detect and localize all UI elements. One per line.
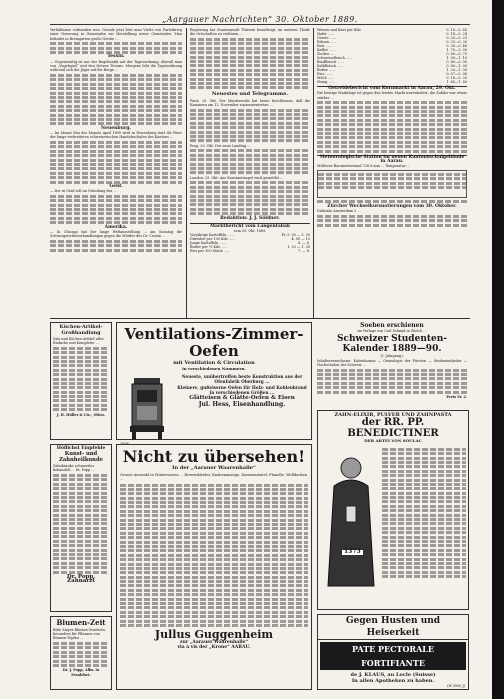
ad-hoeflich-address: Dr. Popp, Zahnarzt [66,573,96,585]
ad-pate-heading: PATE PECTORALE FORTIFIANTE [320,642,466,670]
page-title: „Aargauer Nachrichten“ 30. Oktober 1889. [162,15,358,24]
paragraph-prag: Prag, 29. Okt. Der neue Landtag ... [190,143,251,148]
market-table [190,233,310,253]
left-paragraph-1: Verhältnisse vorhanden sein. Gerade jetzt hört man Vieles von Parteikrieg einer Neuerung in Gemeinden zur Herstellung neuer Gemeinden. Man befindet in Bremgarten große Geräte ... [50,28,182,41]
page-header [50,10,470,25]
ad-kalender-sub: (I. Jahrgang.) [380,354,404,359]
ad-zahn-heading: ZAHN-ELIXIR, PULVER UND ZAHNPASTA [334,412,452,418]
ad-kuechen-address: J. H. Hüller & Cie., Olten. [56,412,106,417]
ad-ventilation-text: Neueste, unübertroffen beste Konstruktion aus der Ofenfabrik Oberburg ... [181,374,303,384]
ad-ventilation-heading: Ventilations-Zimmer-Oefen [124,325,304,360]
price-row-label: Schweinefleisch ...... [317,56,353,60]
left-column [50,28,182,316]
price-row-label: Zucker ...... [317,52,337,56]
ad-studenten-kalender [317,322,467,407]
price-row-value: 0. 25—0. 30 [446,40,467,44]
price-row-value: 1. 70—2. 00 [446,48,467,52]
weather-paragraph: Mittlerer Barometerstand 726.8 mm ... Temperatur ... [317,164,410,169]
ad-zahn-sub: der RR. PP. BENEDICTINER [347,417,439,440]
ad-nicht-text: Grosse Auswahl in Winterwaren ... Herrenkleider, Knabenanzüge, Damenmäntel, Flanelle, Wolldecken ... [120,472,308,481]
price-row-value: 0. 20—0. 25 [446,36,467,40]
market-row-label: Butter per ½ Kilo ...... [190,245,228,250]
exchange-heading: Zürcher Wechselkursnotierungen vom 30. Oktober. [327,203,457,209]
paragraph-neuenburg: — Im Monat Mai des Monats April 1890 wird in Neuenburg statt die Feier der lange verbreiteten schweizerischen Handelsschulen des Kantons ... [50,131,182,140]
paragraph-tessin: — Gegenwärtig ist nur der Bogelmarkt auf der Tagesordnung, überall man von „Vogelspiel“ und den Netzen Tessins. Morgens lebt die Tagesordnung während sich die Jäger auf die Berge ... [50,59,182,73]
price-row-value: 0. 10—0. 60 [446,28,467,32]
ad-ventilation-text-3: Glätteisen & Glätte-Oefen & Eisen [189,395,295,401]
ad-pate-sub: de J. KLAUS, au Locle (Suisse) [350,672,436,678]
ad-hoeflich-sub: Kunst- und Zahnheilkunde [59,451,103,464]
grain-paragraph: Die heutige Marktlage ist gegen den letzten Markt unverändert; die Zufuhr war etwas stärker ... [317,91,467,100]
ad-zahn-year: 1373 [344,548,361,556]
price-row-label: Weizen und Käss per Kilo [317,28,361,32]
price-row-value: 0. 07—0. 08 [446,72,467,76]
market-row-label: Dürrobst per 100 Kilo ...... [190,237,236,242]
ad-ventilation-sub: mit Ventilation & Circulation [173,360,255,366]
market-row-value: 4. 00 — 10 [291,237,310,242]
ad-pate-ref: (H 3000 J) [447,684,465,688]
ad-hoeflich-text: Zahnkranke schmerzlos behandelt ... Dr. Popp ... [53,464,95,473]
ad-blumen-heading: Blumen-Zeit [56,618,106,627]
price-row-value: 0. 18—0. 24 [446,32,467,36]
price-row-label: Rindfleisch ...... [317,60,344,64]
price-row-value: 0. 80—0. 90 [446,60,467,64]
paragraph-amerika: — In Chicago hat der lange Weltausstellung ... am Sonntag die Schwurgerichtsverhandlungen gegen die Mörder des Dr. Cronin ... [50,229,182,239]
ad-nicht-heading: Nicht zu übersehen! [122,447,306,466]
ad-nicht-signature: Jullus Guggenheim [154,628,274,641]
middle-paragraph-1: Regierung hat Staatsanwalt Thierrin beauftragt, im unteren Theile die Ortschaften zu verhören ... [190,28,310,37]
weather-table [317,170,467,198]
ad-ventilation-sub2: in verschiedenen Nummern. [182,366,246,371]
price-row-value: 0. 30—0. 46 [446,44,467,48]
market-row-label: Eier per 100 Stück ...... [190,249,231,254]
heading-amerika: Amerika. [104,224,128,230]
right-column [317,28,467,316]
price-row-value: 1. 60—1. 80 [446,80,467,84]
monk-illustration [320,446,382,596]
price-row-value: 1. 20—1. 30 [446,68,467,72]
redaktion-credit: Redaktion: J. J. Söldner. [220,215,280,221]
price-row-label: Hafer ...... [317,32,335,36]
weather-heading: Meteorologische Station im neuen Kantonsschulgebäude in Aarau. [319,154,465,164]
price-row-label: Reis ...... [317,44,332,48]
heading-tessin: Tessin. [107,54,125,60]
ad-kuechen-text: Salz und Küchen-Artikel alles Einfache und Komplette ... [53,337,104,346]
market-row [190,249,310,253]
ad-ventilation-oefen [116,322,312,446]
scan-edge [492,0,504,699]
ad-nicht-zu-uebersehen [116,444,312,690]
paragraph-london: London, 29. Okt. Aus Konstantinopel wird gemeldet ... [190,175,284,180]
price-row-value: 0. 18—0. 20 [446,76,467,80]
stove-illustration [120,374,176,444]
market-row-label: Junge Kartoffeln ...... [190,241,226,246]
market-row-label: Vorjährige Kartoffeln ...... [190,233,234,238]
price-row-label: Butter ...... [317,68,336,72]
ad-soeben-sub: im Verlage von Carl Schmid in Zürich ... [357,329,427,333]
ad-zahn-elixir [317,410,469,610]
price-row-value: 0. 80—1. 00 [446,64,467,68]
market-heading: Marktbericht vom Langentabak [210,223,290,229]
heading-telegramme: Neuestes und Telegramme. [211,91,289,98]
ad-zahnheilkunde [50,444,112,612]
ad-kuechen-heading: Küchen-Artikel-Großhandlung [59,324,103,336]
market-row-value: 7. — 8. [297,249,310,254]
ad-nicht-signature-3: via à vis der „Krone“ AARAU. [177,644,251,650]
ad-pate-pectorale [317,614,469,690]
ad-nicht-sub: In der „Aarauer Waarenhalle“ [172,465,256,471]
price-row-label: Kaffee ...... [317,48,336,52]
price-row-value: 0. 60—0. 70 [446,52,467,56]
ad-nicht-signature-2: zur „Aarauer Waarenhalle“ [179,640,249,645]
price-row [317,80,467,84]
monk-icon [320,446,382,596]
market-row-value: 6. — 8. [297,241,310,246]
ad-hoeflich-heading: Höflichst Empfehle [56,446,106,451]
ad-ventilation-year: 1884 [120,442,129,446]
exchange-paragraph: Diskonto Amsterdam 3 ... [317,209,361,214]
price-row-label: Erbsen ...... [317,40,337,44]
ad-blumen-address: Dr. J. Popp, Albs. in Frankfurt. [62,668,100,677]
price-row-value: 1. 00—1. 10 [446,56,467,60]
heading-genf: Genf. [109,183,123,189]
ad-pate-sub2: In allen Apotheken zu haben. [351,678,435,684]
ad-kalender-heading: Schweizer Studenten-Kalender 1889—90. [336,334,448,355]
price-row-label: Eier ...... [317,72,332,76]
ad-blumen-zeit [50,616,112,690]
price-table [317,28,467,84]
paragraph-genf: — Der in Genf soll im Gründung des ... [50,189,117,194]
price-row-label: Milch ...... [317,76,335,80]
price-row-label: Gerste ...... [317,36,336,40]
market-subheading: vom 29. Okt. 1889. [233,229,267,234]
market-row-value: Fr. 5. 00 — 5. 50 [281,233,310,238]
ad-soeben-heading: Soeben erschienen [360,322,424,329]
ad-ventilation-address: Jul. Hess, Eisenhandlung. [198,401,286,408]
grain-heading: Getreidebericht vom Kornmarkt in Aarau, 29. Okt. [328,86,456,91]
ad-blumen-text: Bitte Mayer-Blumen-Zwiebeln, besonders für Pflanzen von Blumen-Töpfen ... [53,628,106,641]
ad-kalender-text: Inhaltsverzeichniss: Kalendarium — Genealogie der Fürsten — Studentenlieder — Hochschulen der Schweiz ... [317,358,467,367]
ad-kalender-price: Preis Fr. 2. [446,394,467,399]
price-row-label: Kalbfleisch ...... [317,64,344,68]
market-row-value: 1. 20 — 1. 30 [287,245,310,250]
heading-neuenburg: Neuenburg. [101,125,131,131]
ad-zahn-sub2: DER ABTEI VON SOULAC [364,438,422,444]
stove-icon [120,374,176,444]
paragraph-paris: Paris, 29. Okt. Der Ministerrath hat heute beschlossen, daß die Kammern am 12. November zusammentreten ... [190,98,310,107]
ad-gegen-heading: Gegen Husten und Heiserkeit [318,615,468,640]
middle-column [190,28,310,316]
ad-kuechen-artikel [50,322,112,440]
price-row-label: Honig ...... [317,80,335,84]
ad-ventilation-text-2: Kleinere, gußeiserne Oefen für Holz- und Kohlenbrand in verschiedenen Größen ... [177,385,307,395]
